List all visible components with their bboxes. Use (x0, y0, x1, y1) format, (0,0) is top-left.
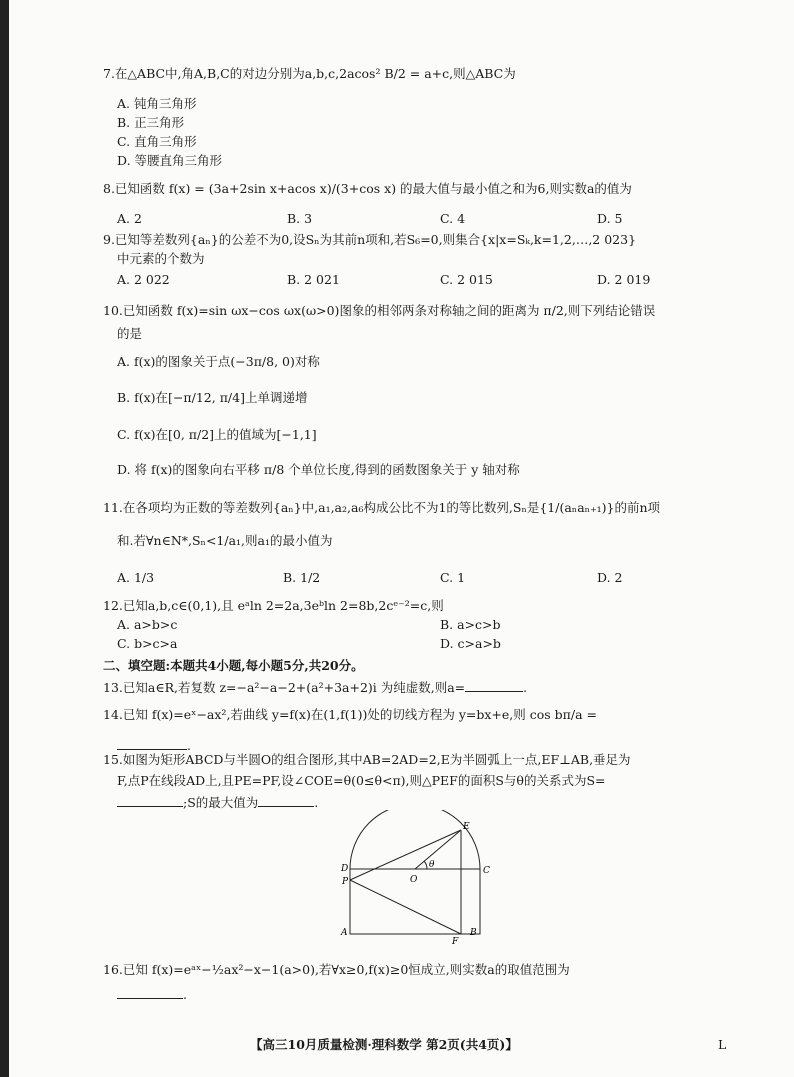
page-mark: L (718, 1037, 727, 1052)
q14-stem: 14.已知 f(x)=eˣ−ax²,若曲线 y=f(x)在(1,f(1))处的切线方程为 y=bx+e,则 cos bπ/a = (103, 707, 597, 722)
q7-option-b: B. 正三角形 (117, 115, 185, 130)
angle-theta-arc (424, 861, 427, 869)
q8-option-a: A. 2 (117, 211, 142, 226)
page-footer: 【高三10月质量检测·理科数学 第2页(共4页)】 (250, 1037, 518, 1052)
q12-option-b: B. a>c>b (440, 617, 501, 632)
q12-option-a: A. a>b>c (117, 617, 178, 632)
label-p: P (342, 877, 349, 887)
segment-pe (350, 830, 461, 880)
q15-mid: ;S的最大值为 (183, 795, 259, 810)
q12-stem: 12.已知a,b,c∈(0,1),且 eᵃln 2=2a,3eᵇln 2=8b,2cᵉ⁻²=c,则 (103, 598, 444, 613)
q15-end: . (314, 795, 319, 810)
q8-option-c: C. 4 (440, 211, 466, 226)
q15-line1: 15.如图为矩形ABCD与半圆O的组合图形,其中AB=2AD=2,E为半圆弧上一点,EF⊥AB,垂足为 (103, 752, 631, 767)
q13-line (103, 679, 527, 695)
q11-stem-line1: 11.在各项均为正数的等差数列{aₙ}中,a₁,a₂,a₆构成公比不为1的等比数列,Sₙ是{1/(aₙaₙ₊₁)}的前n项 (103, 500, 661, 515)
q14-end: . (187, 738, 191, 753)
q10-option-d: D. 将 f(x)的图象向右平移 π/8 个单位长度,得到的函数图象关于 y 轴对称 (117, 462, 520, 477)
q11-option-d: D. 2 (597, 570, 623, 585)
q16-answer-blank[interactable] (117, 986, 183, 999)
q15-answer-blank-1[interactable] (117, 794, 183, 807)
label-c: C (483, 866, 490, 876)
q7-option-d: D. 等腰直角三角形 (117, 153, 223, 168)
q15-answer-blank-2[interactable] (258, 794, 314, 807)
q15-line2: F,点P在线段AD上,且PE=PF,设∠COE=θ(0≤θ<π),则△PEF的面积S与θ的关系式为S= (117, 773, 606, 788)
q12-option-c: C. b>c>a (117, 636, 178, 651)
label-f: F (452, 937, 459, 945)
label-o: O (410, 875, 418, 885)
q14-answer-blank[interactable] (117, 737, 187, 750)
q7-option-a: A. 钝角三角形 (117, 96, 197, 111)
q16-stem: 16.已知 f(x)=eᵃˣ−½ax²−x−1(a>0),若∀x≥0,f(x)≥0恒成立,则实数a的取值范围为 (103, 962, 570, 977)
q9-stem-line2: 中元素的个数为 (117, 251, 205, 266)
q14-answer-line (117, 737, 191, 753)
label-b: B (470, 928, 477, 938)
label-a: A (341, 928, 348, 938)
q10-option-a: A. f(x)的图象关于点(−3π/8, 0)对称 (117, 354, 320, 369)
q10-stem-line1: 10.已知函数 f(x)=sin ωx−cos ωx(ω>0)图象的相邻两条对称轴之间的距离为 π/2,则下列结论错误 (103, 303, 656, 318)
q10-stem-line2: 的是 (117, 326, 143, 341)
q11-option-a: A. 1/3 (117, 570, 155, 585)
q13-end: . (523, 680, 528, 695)
q8-stem: 8.已知函数 f(x) = (3a+2sin x+acos x)/(3+cos x) 的最大值与最小值之和为6,则实数a的值为 (103, 181, 632, 196)
q13-stem: 13.已知a∈R,若复数 z=−a²−a−2+(a²+3a+2)i 为纯虚数,则a= (103, 680, 466, 695)
section-heading: 二、填空题:本题共4小题,每小题5分,共20分。 (103, 658, 364, 673)
q11-option-b: B. 1/2 (283, 570, 321, 585)
q15-line3 (117, 794, 318, 810)
q13-answer-blank[interactable] (465, 679, 523, 692)
q16-end: . (183, 987, 187, 1002)
q9-option-b: B. 2 021 (287, 272, 340, 287)
q12-option-d: D. c>a>b (440, 636, 501, 651)
q9-option-a: A. 2 022 (117, 272, 170, 287)
q7-stem: 7.在△ABC中,角A,B,C的对边分别为a,b,c,2acos² B/2 = a+c,则△ABC为 (103, 66, 516, 81)
label-d: D (341, 864, 349, 874)
segment-oe (415, 830, 461, 869)
q8-option-d: D. 5 (597, 211, 623, 226)
segment-pf (350, 880, 461, 934)
q10-option-c: C. f(x)在[0, π/2]上的值域为[−1,1] (117, 427, 317, 442)
label-theta: θ (429, 860, 435, 870)
q8-option-b: B. 3 (287, 211, 313, 226)
geometry-figure (330, 810, 500, 945)
q11-option-c: C. 1 (440, 570, 466, 585)
scan-edge (0, 0, 9, 1077)
q11-stem-line2: 和.若∀n∈N*,Sₙ<1/a₁,则a₁的最小值为 (117, 533, 333, 548)
q9-option-c: C. 2 015 (440, 272, 493, 287)
q9-option-d: D. 2 019 (597, 272, 651, 287)
q10-option-b: B. f(x)在[−π/12, π/4]上单调递增 (117, 390, 308, 405)
q16-answer-line (117, 986, 187, 1002)
q7-option-c: C. 直角三角形 (117, 134, 197, 149)
q9-stem-line1: 9.已知等差数列{aₙ}的公差不为0,设Sₙ为其前n项和,若S₆=0,则集合{x|x=Sₖ,k=1,2,…,2 023} (103, 232, 637, 247)
label-e: E (463, 822, 470, 832)
